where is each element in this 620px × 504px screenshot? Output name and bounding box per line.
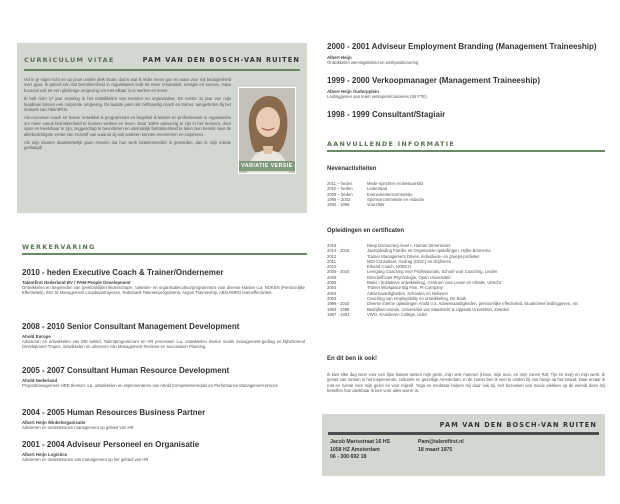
job-years: 1999 - 2000 — [327, 76, 370, 85]
photo-badge: VARIATIE VERSIE — [239, 161, 295, 171]
job-company: Albert Heijn — [327, 55, 352, 60]
list-item: 1993 - 1998 Bedrijfseconomie, Universiteit van Maastricht & Uppsala Universitet, Zweden — [327, 306, 510, 312]
list-item: 2009 - 2010 Leergang Coaching voor Professionals, School voor Coaching, Leiden — [327, 269, 498, 275]
footer-divider — [328, 432, 599, 435]
job-description: Ontwikkelen en begeleiden van (persoonlijke) leiderschaps-, talenten- en organisatiecultuurprogramma's voor diverse klanten o.a. NOKEN (Persoonlijke Effectiviteit), ING Sr Management Loopbaantrajecten, Rabobank Talentenprogramma, Aegon Traineeship, ABN AMRO teameffectiviteit. — [22, 285, 305, 296]
job-description: Adviseren en ontwikkelen van MD beleid, Talentprogramma's en HR processen o.a. ontwikkelen Senior model management-gedrag en bijbehorend Development Traject, ontwikkelen en uitvoeren van Management Reviews en Succession Planning. — [22, 339, 305, 350]
job-title: Executive Coach & Trainer/Ondernemer — [72, 268, 224, 277]
job-title: Verkoopmanager (Management Traineeship) — [371, 76, 540, 85]
job-company: Ahold Europe — [22, 334, 51, 339]
job-description: Adviseren en ondersteunen management op gebied van HR — [22, 425, 134, 430]
list-item: 2005 Directieffciaet Psychologie, Open Universiteit — [327, 274, 451, 280]
job-company: Albert Heijn Logistics — [22, 452, 68, 457]
job-company: Albert Heijn Winkelorganisatie — [22, 420, 86, 425]
job-title: Adviseur Employment Branding (Management Traineeship) — [371, 42, 597, 51]
list-item: 2003 Coaching van employability en ontwikkeling, De Baak — [327, 295, 467, 301]
job-years: 2001 - 2004 — [22, 440, 65, 449]
opleidingen-list — [327, 243, 605, 317]
intro-paragraph: Als mijn klanten daadwerkelijk gaan ervaren dat hun werk betekenisvoller is geworden, dan is mijn missie geslaagd! — [24, 140, 231, 151]
werkervaring-heading: WERKERVARING — [22, 243, 96, 251]
opleidingen-title: Opleidingen en certificaten — [327, 228, 405, 234]
cv-section-label: CURRICULUM VITAE — [24, 56, 115, 64]
footer-name: PAM VAN DEN BOSCH-VAN RUITEN — [439, 421, 597, 429]
dit-ben-ik-text: Ik kies elke dag weer voor een fijne balans tussen mijn gezin, mijn vele mannen (Hans, mijn man, en mijn zonen Raf, Tijn en Sep) en mijn werk. Ik geniet van ronnen in het inspirerende, culturele en gezellige Amsterdam. In de zomer ben ik veel te vinden bij ons huisje op het strand. Daar ervaar ik rust en ruimte voor mijn gezin en voor mijzelf. Yoga en meditatie helpen mij daar ook bij. Het bezoeken van mooie plekken op de wereld doen mij beseffen hoe dankbaar ik ben voor alles wat er is. — [327, 372, 605, 394]
list-item: 2012 Trainer Management Drives, individuele- en groeps-profielen — [327, 253, 480, 259]
job-company: Ahold Nederland — [22, 378, 58, 383]
job-entry — [22, 366, 305, 408]
job-description: Adviseren en ondersteunen van management op het gebied van HR — [22, 457, 149, 462]
job-entry — [22, 268, 305, 322]
job-title: Consultant/Stagiair — [371, 110, 446, 119]
job-entry — [22, 322, 305, 366]
intro-paragraph: Vol in je eigen licht en op jouw unieke plek staan, dat is wat ik ieder mens gun en waar voor mij bedogenheid over gaat. Ik geloof erin dat betrokkenheid in organisaties leidt tot meer creativiteit, energie en succes, maar bovenal ook tot een plezierige omgeving om met elkaar in te werken en leven. — [24, 77, 231, 93]
job-description: Ontwikkelen wervingsbeleid en werkpositionering — [327, 60, 419, 65]
job-years: 1998 - 1999 — [327, 110, 370, 119]
cv-panel — [17, 43, 307, 213]
list-item: 2010 – heden Ledenraad — [327, 186, 388, 192]
job-title: Consultant Human Resource Development — [66, 366, 230, 375]
footer-address — [330, 439, 390, 462]
list-item: 1992 - 1996 Voorzitter — [327, 202, 385, 208]
job-title: Senior Consultant Management Development — [66, 322, 240, 331]
cv-intro — [24, 77, 231, 151]
list-item: 1998 – 2002 Sponsorcommissie en redactie — [327, 196, 425, 202]
right-jobs-list — [327, 42, 605, 126]
list-item: 1987 - 1993 VWO, Kruisheren College, Uden — [327, 311, 428, 317]
list-item: 2004 Trainer Workplace Big Five, PI-Company — [327, 285, 443, 291]
list-item: 2004 Adviesvaardigheden, Schouten en Nelissen — [327, 290, 449, 296]
cv-header-rule — [24, 69, 300, 71]
list-item: 2011 MDI-Consultant, Gedrag (DISC) en Drijfveren — [327, 258, 452, 264]
work-experience-list — [22, 268, 305, 470]
job-years: 2000 - 2001 — [327, 42, 370, 51]
list-item: 2010 Erkend Coach, NOBCO — [327, 264, 412, 270]
aanvullend-heading: AANVULLENDE INFORMATIE — [327, 140, 456, 148]
nevenactiviteiten-list — [327, 181, 605, 207]
job-years: 2008 - 2010 — [22, 322, 65, 331]
birth-date: 18 maart 1975 — [418, 446, 453, 453]
phone-number: 06 - 300 692 18 — [330, 454, 367, 461]
nevenactiviteiten-title: Nevenactiviteiten — [327, 166, 377, 172]
intro-paragraph: Ik heb ruim 17 jaar ervaring in het ontwikkelen van mensen en organisaties. De eerste 11 jaar van mijn loopbaan binnen een corporate omgeving. De laatste jaren als zelfstandig coach en trainer, aangesloten bij het netwerk van TalentFirst. — [24, 96, 231, 113]
job-title: Human Resources Business Partner — [66, 408, 206, 417]
job-description: Projectmanagement HRD thema's o.a. ontwikkelen en implementeren van Ahold Competentiemodel en Performance Management-proces — [22, 383, 278, 388]
email-link[interactable]: Pam@talentfirst.nl — [418, 439, 464, 445]
list-item: 2014 - 2015 Jaaropleiding Familie en Organisatie-opstellingen, Hylke Bonnema — [327, 248, 491, 254]
contact-footer — [322, 414, 605, 476]
aanvullend-rule — [327, 150, 605, 152]
address-line-1: Jacob Marisstraat 16 HS — [330, 439, 390, 445]
job-years: 2010 - heden — [22, 268, 71, 277]
job-entry — [22, 408, 305, 440]
dit-ben-ik-title: En dit ben ik ook! — [327, 356, 378, 362]
job-description: Leidinggeven aan team verkopers/cassieres (55 FTE) — [327, 94, 427, 99]
job-entry — [327, 76, 605, 110]
profile-photo — [238, 87, 296, 174]
cv-name: PAM VAN DEN BOSCH-VAN RUITEN — [142, 56, 300, 64]
job-years: 2004 - 2005 — [22, 408, 65, 417]
job-company: Talentfirst Nederland BV / PAM-People Development — [22, 280, 131, 285]
footer-contact — [418, 439, 464, 454]
address-line-2: 1058 HZ Amsterdam — [330, 446, 380, 453]
list-item: 2016 Deep Democracy level I, Human Dimensions — [327, 243, 451, 248]
intro-paragraph: Als executive coach en trainer ontwikkel ik programma's en begeleid ik leiders en professionals in organisaties om meer vanuit betrokkenheid te kunnen werken en leven. Door 100% aanwezig te zijn in het moment, door open en kwetsbaar te zijn, zeggeschap te bevorderen en uiteindelijk betrokkenheid te laten zien bereikt naar de allerbeschtigste versie van zichzelf van waaruit zij ook anderen kunnen meenemen en inspireren. — [24, 115, 231, 137]
list-item: 2011 – heden Mede-oprichter en Bestuurslid — [327, 181, 423, 186]
job-title: Adviseur Personeel en Organisatie — [66, 440, 200, 449]
list-item: 2005 Basis I (Initiatieve ontwikkeling), Centrum voor Leven en Inhalte, Utrecht — [327, 280, 501, 286]
list-item: 1999 - 2010 Diverse interne opleidingen Ahold o.a. Adviesvaardigheden, persoonlijke effectiviteit, situationeel leidinggeven, etc — [327, 301, 579, 307]
job-company: Albert Heijn Oudorpplein — [327, 89, 379, 94]
list-item: 2009 – heden Evenementencommissie — [327, 191, 413, 197]
job-years: 2005 - 2007 — [22, 366, 65, 375]
werkervaring-rule — [22, 253, 307, 255]
job-entry — [327, 110, 605, 126]
job-entry — [22, 440, 305, 470]
job-entry — [327, 42, 605, 76]
